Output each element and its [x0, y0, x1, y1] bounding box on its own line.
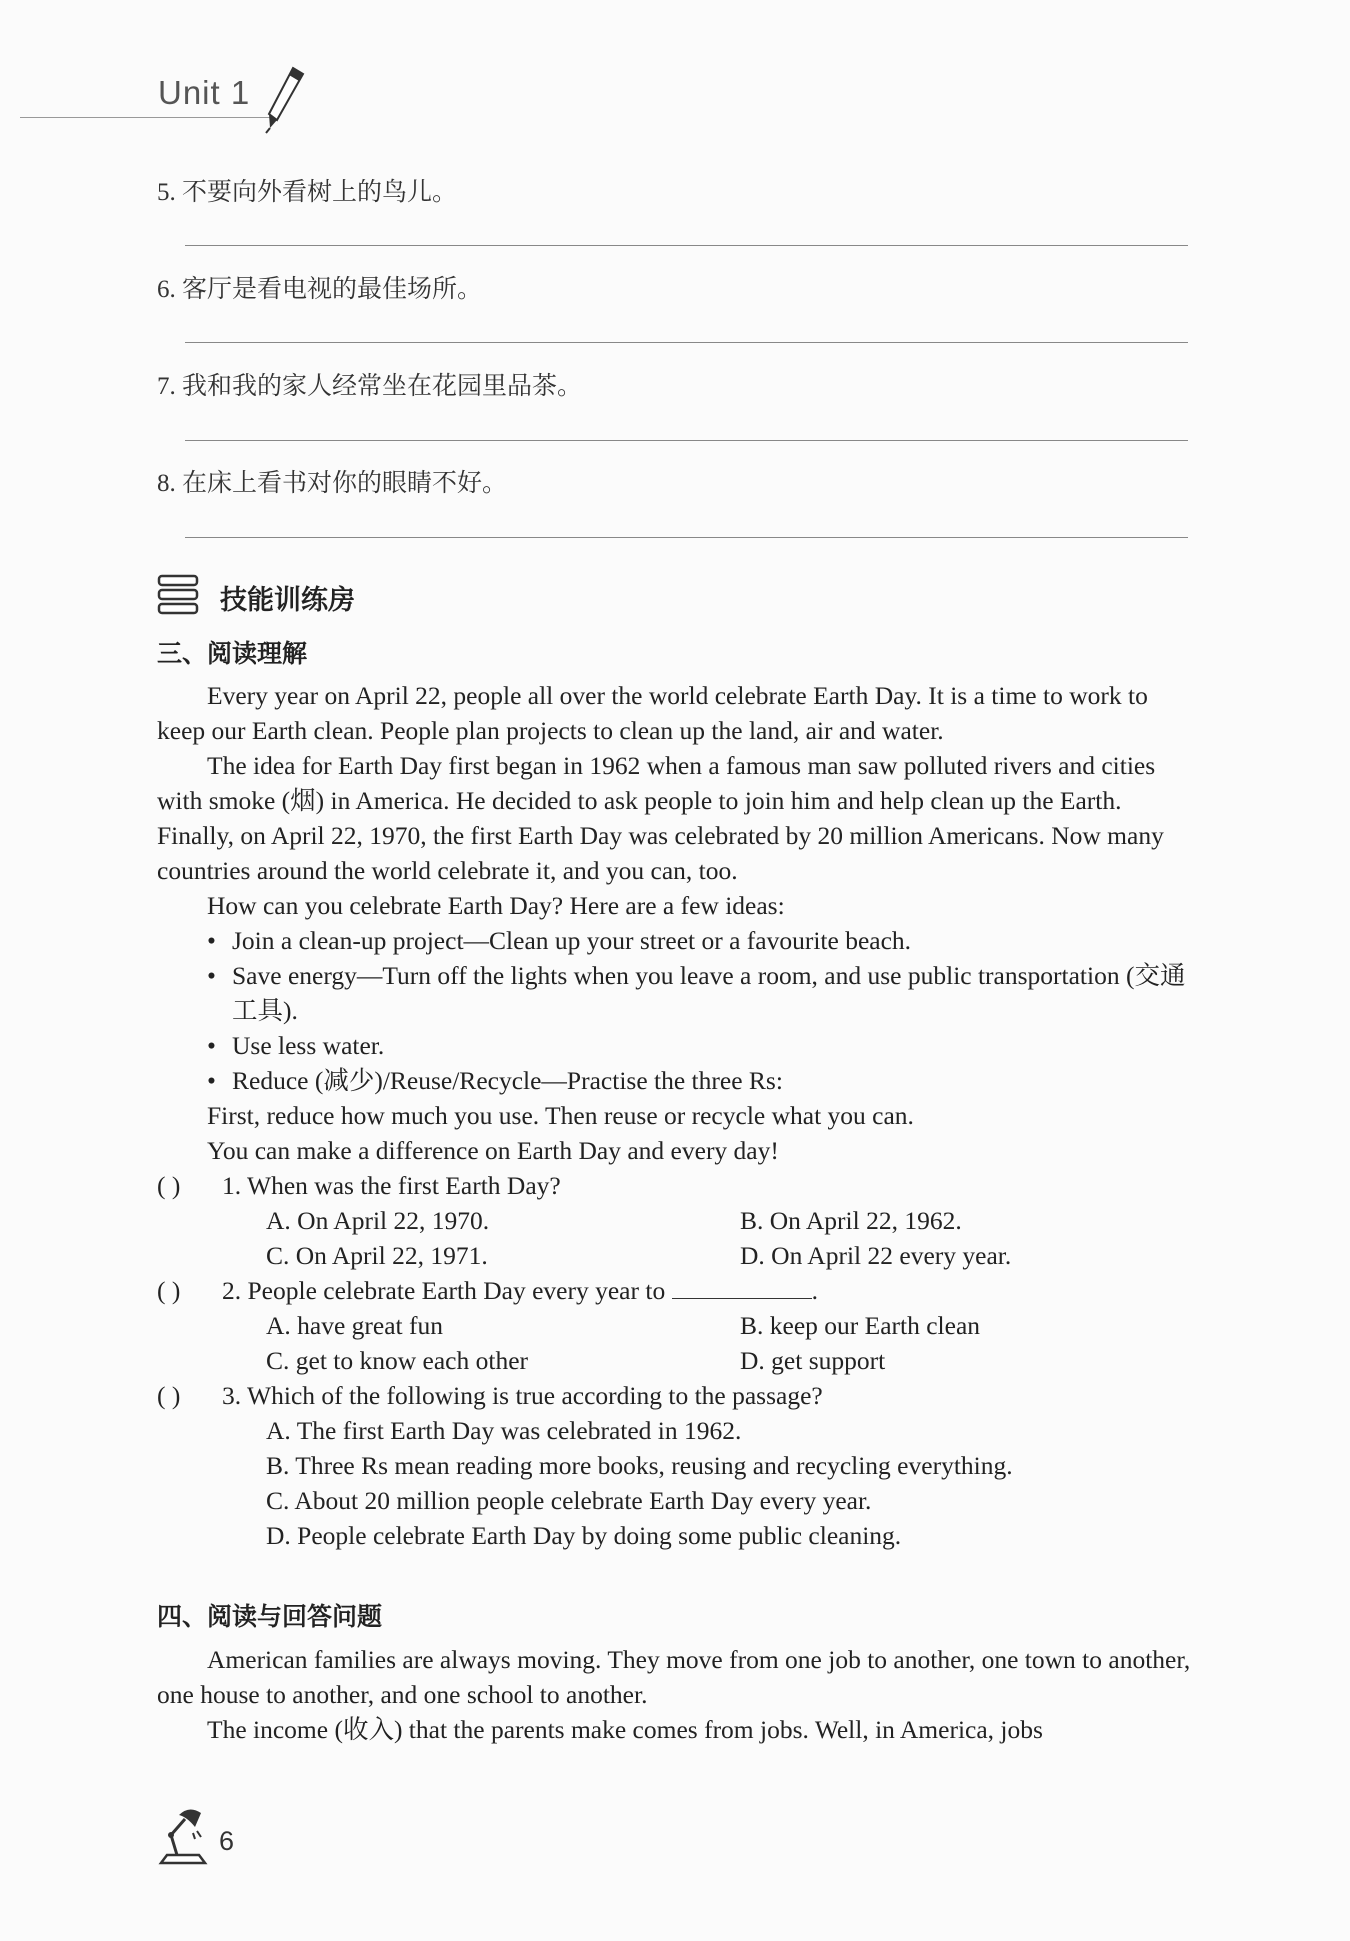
idea-item: • Use less water.	[207, 1028, 1197, 1063]
option-a: A. The first Earth Day was celebrated in 1962.	[266, 1416, 742, 1445]
option-row	[157, 1308, 1197, 1343]
passage-paragraph: The idea for Earth Day first began in 1962 when a famous man saw polluted rivers and cities with smoke (烟) in America. He decided to ask people to join him and help clean up the Earth. Finally, on April 22, 1970, the first Earth Day was celebrated by 20 million Americans. Now many countries around the world celebrate it, and you can, too.	[157, 751, 1164, 885]
answer-line-7[interactable]	[185, 440, 1188, 441]
page-number: 6	[219, 1826, 235, 1856]
header-rule	[20, 117, 275, 118]
option-c: C. On April 22, 1971.	[266, 1241, 488, 1270]
option-b: B. On April 22, 1962.	[740, 1206, 962, 1235]
part4-passage	[157, 1642, 1197, 1747]
option-row	[157, 1448, 1197, 1483]
idea-item: • Join a clean-up project—Clean up your street or a favourite beach.	[207, 923, 1197, 958]
answer-paren[interactable]: ( )	[157, 1276, 181, 1305]
option-d: D. get support	[740, 1346, 886, 1375]
ideas-list	[157, 923, 1197, 1098]
option-row	[157, 1343, 1197, 1378]
option-row	[157, 1518, 1197, 1553]
translation-item-6: 6. 客厅是看电视的最佳场所。	[157, 276, 483, 303]
question-stem: 2. People celebrate Earth Day every year to	[222, 1276, 666, 1305]
option-c: C. About 20 million people celebrate Earth Day every year.	[266, 1486, 872, 1515]
closing-line: You can make a difference on Earth Day and every day!	[207, 1136, 779, 1165]
option-row	[157, 1238, 1197, 1273]
question-stem: 1. When was the first Earth Day?	[222, 1171, 561, 1200]
question-1	[157, 1168, 1197, 1203]
option-a: A. On April 22, 1970.	[266, 1206, 490, 1235]
question-stem-wrap	[222, 1273, 818, 1308]
part4-heading: 四、阅读与回答问题	[157, 1602, 383, 1631]
translation-item-8: 8. 在床上看书对你的眼睛不好。	[157, 470, 508, 497]
option-b: B. keep our Earth clean	[740, 1311, 981, 1340]
option-b: B. Three Rs mean reading more books, reusing and recycling everything.	[266, 1451, 1013, 1480]
answer-line-6[interactable]	[185, 342, 1188, 343]
stacked-books-icon	[157, 572, 201, 616]
option-row	[157, 1413, 1197, 1448]
part3-passage	[157, 678, 1197, 1553]
pen-icon	[263, 64, 307, 134]
option-a: A. have great fun	[266, 1311, 444, 1340]
part3-heading: 三、阅读理解	[157, 639, 308, 668]
unit-title: Unit 1	[158, 74, 251, 111]
answer-line-8[interactable]	[185, 537, 1188, 538]
option-row	[157, 1203, 1197, 1238]
closing-line: First, reduce how much you use. Then reuse or recycle what you can.	[207, 1101, 914, 1130]
passage-paragraph: Every year on April 22, people all over the world celebrate Earth Day. It is a time to work to keep our Earth clean. People plan projects to clean up the land, air and water.	[157, 681, 1148, 745]
answer-paren[interactable]: ( )	[157, 1171, 181, 1200]
idea-item: • Save energy—Turn off the lights when you leave a room, and use public transportation (交通工具).	[207, 958, 1197, 1028]
answer-paren[interactable]: ( )	[157, 1381, 181, 1410]
option-row	[157, 1483, 1197, 1518]
question-3	[157, 1378, 1197, 1413]
passage-paragraph: How can you celebrate Earth Day? Here are a few ideas:	[207, 891, 785, 920]
answer-line-5[interactable]	[185, 245, 1188, 246]
option-c: C. get to know each other	[266, 1346, 529, 1375]
desk-lamp-icon	[155, 1805, 211, 1867]
section-title: 技能训练房	[220, 585, 355, 616]
passage-paragraph: American families are always moving. They move from one job to another, one town to another, one house to another, and one school to another.	[157, 1645, 1191, 1709]
question-2	[157, 1273, 1197, 1308]
passage-paragraph: The income (收入) that the parents make comes from jobs. Well, in America, jobs	[207, 1715, 1043, 1744]
option-d: D. People celebrate Earth Day by doing some public cleaning.	[266, 1521, 902, 1550]
idea-item: • Reduce (减少)/Reuse/Recycle—Practise the three Rs:	[207, 1063, 1197, 1098]
question-stem: 3. Which of the following is true according to the passage?	[222, 1381, 823, 1410]
translation-item-7: 7. 我和我的家人经常坐在花园里品茶。	[157, 373, 583, 400]
translation-item-5: 5. 不要向外看树上的鸟儿。	[157, 179, 458, 206]
option-d: D. On April 22 every year.	[740, 1241, 1012, 1270]
question-stem-end: .	[811, 1276, 818, 1305]
fill-blank[interactable]	[672, 1274, 812, 1299]
